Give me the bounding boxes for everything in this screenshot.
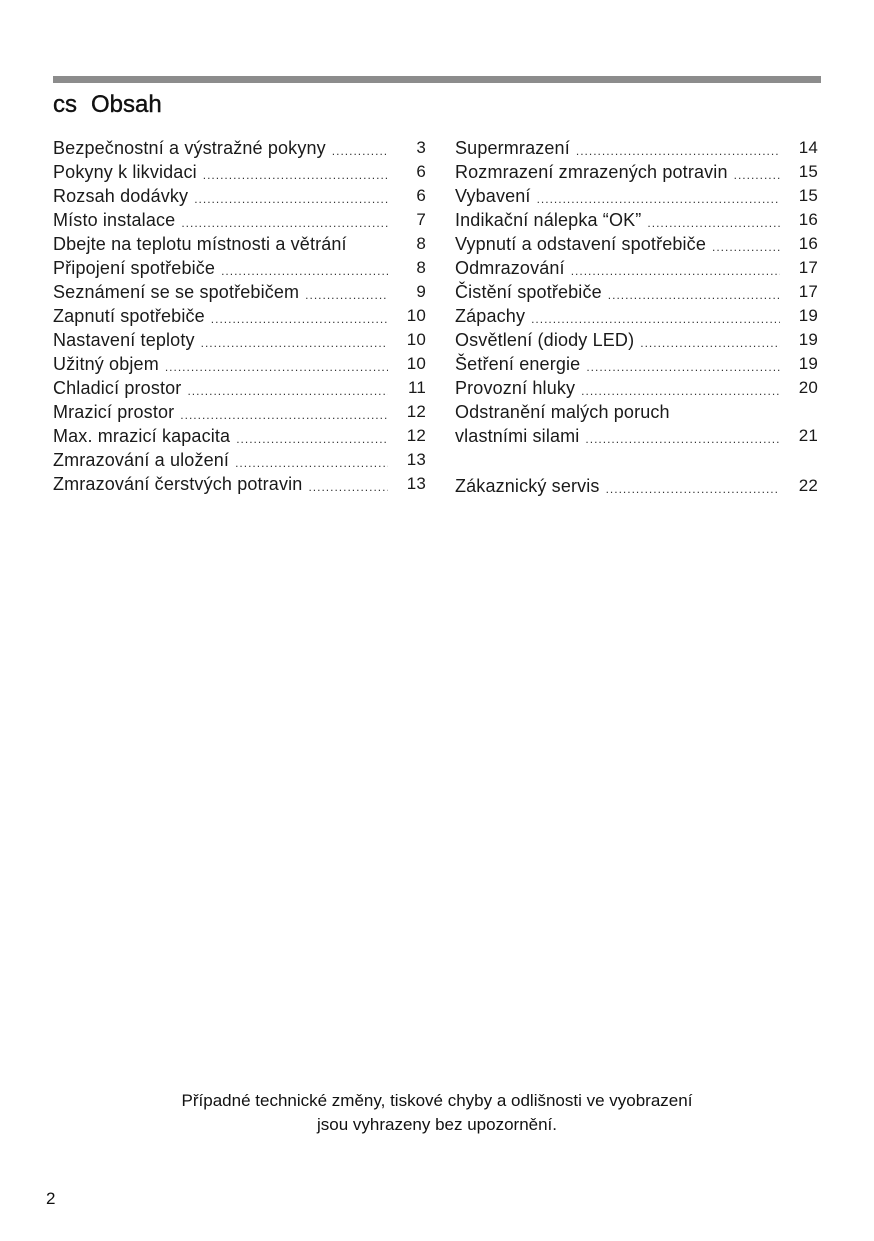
dot-leader [221, 262, 388, 280]
toc-entry-title: vlastními silami [455, 426, 580, 446]
dot-leader [165, 358, 388, 376]
toc-entry[interactable] [53, 448, 426, 472]
toc-entry-page: 8 [416, 234, 426, 253]
toc-entry[interactable] [53, 472, 426, 496]
toc-entry-page: 3 [416, 138, 426, 157]
toc-entry-title: Max. mrazicí kapacita [53, 426, 231, 446]
dot-leader [305, 286, 388, 304]
toc-entry[interactable] [53, 304, 426, 328]
toc-entry[interactable] [455, 474, 818, 498]
toc-entry-page: 8 [416, 258, 426, 277]
toc-entry[interactable] [53, 400, 426, 424]
toc-entry[interactable] [53, 184, 426, 208]
toc-entry-page: 21 [798, 426, 818, 445]
toc-entry-title: Rozmrazení zmrazených potravin [455, 162, 728, 182]
toc-entry[interactable] [455, 208, 818, 232]
toc-entry-title: Indikační nálepka “OK” [455, 210, 642, 230]
toc-entry-page: 7 [416, 210, 426, 229]
dot-leader [181, 214, 388, 232]
toc-entry-title: Pokyny k likvidaci [53, 162, 197, 182]
dot-leader [180, 406, 388, 424]
toc-entry[interactable] [455, 328, 818, 352]
toc-entry-title: Chladicí prostor [53, 378, 182, 398]
toc-entry-page: 17 [798, 258, 818, 277]
dot-leader [203, 166, 388, 184]
dot-leader [734, 166, 780, 184]
toc-entry-page: 16 [798, 210, 818, 229]
dot-leader [606, 480, 780, 498]
dot-leader [194, 190, 388, 208]
toc-entry-title: Zápachy [455, 306, 526, 326]
toc-entry[interactable] [53, 352, 426, 376]
toc-entry-title: Užitný objem [53, 354, 159, 374]
dot-leader [332, 142, 388, 160]
toc-entry-page: 13 [406, 474, 426, 493]
toc-entry-title: Provozní hluky [455, 378, 576, 398]
page-number: 2 [46, 1189, 56, 1208]
language-code: cs [53, 91, 77, 118]
toc-entry[interactable] [53, 232, 426, 256]
dot-leader [581, 382, 780, 400]
toc-entry-page: 12 [406, 402, 426, 421]
dot-leader [308, 478, 388, 496]
toc-entry[interactable] [455, 304, 818, 328]
title-text: Obsah [91, 91, 162, 118]
toc-entry-page: 16 [798, 234, 818, 253]
page-title [53, 90, 162, 120]
toc-entry[interactable] [53, 256, 426, 280]
toc-entry-page: 20 [798, 378, 818, 397]
toc-entry-page: 15 [798, 186, 818, 205]
toc-entry-title: Vypnutí a odstavení spotřebiče [455, 234, 706, 254]
dot-leader [537, 190, 780, 208]
dot-leader [608, 286, 780, 304]
dot-leader [640, 334, 780, 352]
toc-entry-title: Mrazicí prostor [53, 402, 175, 422]
toc-entry-title: Zákaznický servis [455, 476, 600, 496]
toc-entry-title: Supermrazení [455, 138, 570, 158]
disclaimer-note [0, 1089, 874, 1137]
toc-entry[interactable] [455, 280, 818, 304]
toc-entry-title: Odstranění malých poruch [455, 402, 670, 422]
dot-leader [571, 262, 780, 280]
toc-entry-title: Zapnutí spotřebiče [53, 306, 205, 326]
toc-entry[interactable] [53, 136, 426, 160]
toc-entry-title: Připojení spotřebiče [53, 258, 216, 278]
toc-entry[interactable] [455, 232, 818, 256]
toc-entry-title: Nastavení teploty [53, 330, 195, 350]
toc-entry-title: Bezpečnostní a výstražné pokyny [53, 138, 326, 158]
toc-entry-title: Místo instalace [53, 210, 176, 230]
toc-entry-page: 10 [406, 306, 426, 325]
dot-leader [586, 358, 780, 376]
toc-entry-page: 13 [406, 450, 426, 469]
toc-entry-first-line[interactable] [455, 400, 818, 424]
toc-entry[interactable] [53, 424, 426, 448]
toc-entry[interactable] [455, 376, 818, 400]
toc-entry-title: Zmrazování a uložení [53, 450, 230, 470]
toc-entry-page: 9 [416, 282, 426, 301]
toc-entry-page: 11 [408, 378, 426, 397]
toc-entry-page: 19 [798, 306, 818, 325]
toc-entry[interactable] [455, 184, 818, 208]
toc-entry[interactable] [53, 160, 426, 184]
toc-entry-page: 6 [416, 162, 426, 181]
toc-entry-page: 6 [416, 186, 426, 205]
dot-leader [236, 430, 388, 448]
toc-entry-page: 17 [798, 282, 818, 301]
toc-entry[interactable] [455, 256, 818, 280]
toc-entry-page: 19 [798, 330, 818, 349]
disclaimer-line: Případné technické změny, tiskové chyby a odlišnosti ve vyobrazení [181, 1091, 693, 1110]
dot-leader [647, 214, 780, 232]
toc-entry[interactable] [53, 328, 426, 352]
dot-leader [712, 238, 780, 256]
toc-entry[interactable] [455, 352, 818, 376]
toc-entry[interactable] [455, 136, 818, 160]
toc-entry-title: Šetření energie [455, 354, 581, 374]
dot-leader [585, 430, 780, 448]
toc-entry-title: Zmrazování čerstvých potravin [53, 474, 303, 494]
toc-entry[interactable] [455, 160, 818, 184]
toc-entry-title: Vybavení [455, 186, 531, 206]
toc-entry-title: Odmrazování [455, 258, 565, 278]
dot-leader [235, 454, 388, 472]
toc-entry-title: Dbejte na teplotu místnosti a větrání [53, 234, 347, 254]
toc-entry-title: Seznámení se se spotřebičem [53, 282, 300, 302]
top-rule [53, 76, 821, 83]
toc-entry-page: 15 [798, 162, 818, 181]
dot-leader [531, 310, 780, 328]
toc-entry[interactable] [53, 280, 426, 304]
toc-entry-page: 10 [406, 330, 426, 349]
dot-leader [201, 334, 388, 352]
toc-entry-page: 10 [406, 354, 426, 373]
toc-entry-page: 14 [798, 138, 818, 157]
toc-left-column [53, 136, 426, 496]
disclaimer-line: jsou vyhrazeny bez upozornění. [316, 1115, 558, 1134]
dot-leader [187, 382, 388, 400]
dot-leader [211, 310, 388, 328]
toc-entry[interactable] [455, 424, 818, 448]
toc-entry-page: 19 [798, 354, 818, 373]
toc-entry-title: Osvětlení (diody LED) [455, 330, 635, 350]
dot-leader [576, 142, 780, 160]
toc-entry[interactable] [53, 208, 426, 232]
toc-entry-title: Rozsah dodávky [53, 186, 189, 206]
toc-entry[interactable] [53, 376, 426, 400]
toc-entry-page: 22 [798, 476, 818, 495]
toc-right-column [455, 136, 818, 498]
toc-entry-title: Čistění spotřebiče [455, 282, 602, 302]
toc-entry-page: 12 [406, 426, 426, 445]
